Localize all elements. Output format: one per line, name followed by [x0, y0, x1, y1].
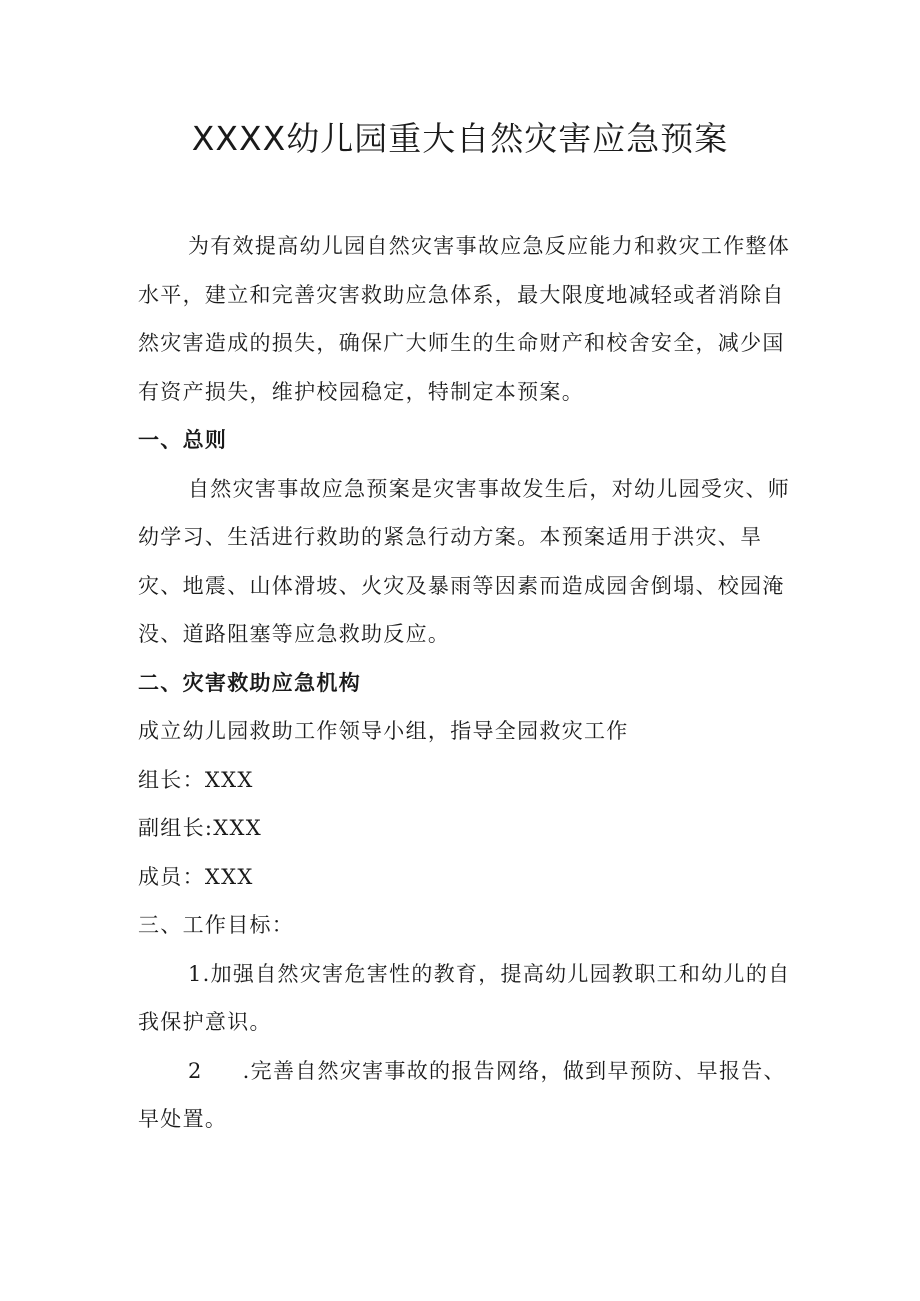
members-line: 成员：XXX [138, 864, 254, 889]
document-body [138, 222, 798, 1144]
deputy-leader-line: 副组长:XXX [138, 816, 263, 840]
goal-item-2-text: .完善自然灾害事故的报告网络，做到早预防、早报告、早处置。 [138, 1058, 786, 1131]
document-title: XXXX幼儿园重大自然灾害应急预案 [191, 119, 729, 158]
team-leader-line: 组长：XXX [138, 767, 254, 792]
general-paragraph: 自然灾害事故应急预案是灾害事故发生后，对幼儿园受灾、师幼学习、生活进行救助的紧急行动方案。本预案适用于洪灾、旱灾、地震、山体滑坡、火灾及暴雨等因素而造成园舍倒塌、校园淹没、道路阻塞等应急救助反应。 [138, 476, 791, 646]
section-heading-emergency-organization: 二、灾害救助应急机构 [138, 670, 361, 695]
goal-item-2 [138, 1047, 798, 1144]
section-heading-general: 一、总则 [138, 428, 228, 452]
section-heading-work-goals: 三、工作目标： [138, 913, 295, 937]
organization-paragraph: 成立幼儿园救助工作领导小组，指导全园救灾工作 [138, 719, 629, 743]
goal-item-2-number: 2 [188, 1058, 203, 1083]
intro-paragraph: 为有效提高幼儿园自然灾害事故应急反应能力和救灾工作整体水平，建立和完善灾害救助应急体系，最大限度地减轻或者消除自然灾害造成的损失，确保广大师生的生命财产和校舍安全，减少国有资产损失，维护校园稳定，特制定本预案。 [138, 234, 791, 404]
goal-item-1: 1.加强自然灾害危害性的教育，提高幼儿园教职工和幼儿的自我保护意识。 [138, 961, 791, 1034]
